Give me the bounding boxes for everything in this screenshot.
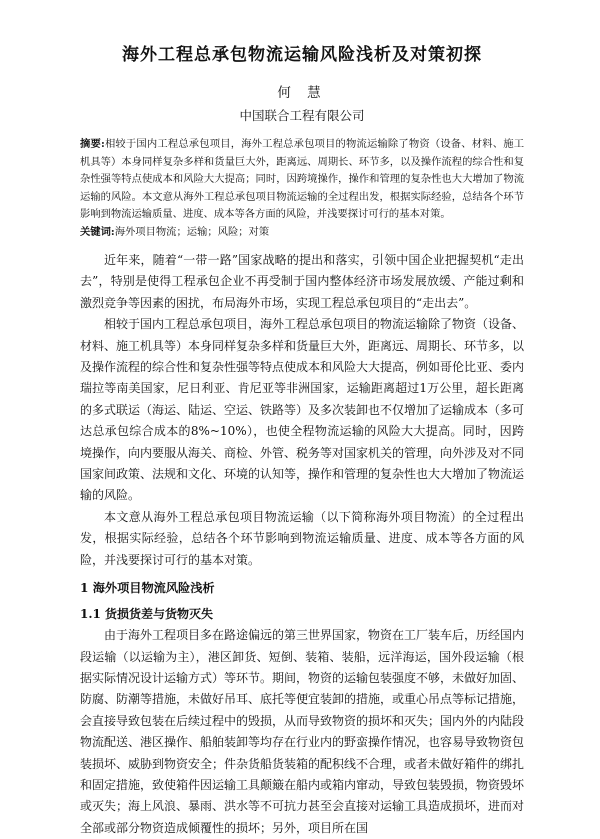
paper-title: 海外工程总承包物流运输风险浅析及对策初探 — [122, 45, 482, 65]
subsection-heading-1-1: 1.1 货损货差与货物灭失 — [80, 607, 214, 622]
abstract-text: 相较于国内工程总承包项目，海外工程总承包项目的物流运输除了物资（设备、材料、施工机具等）本身同样复杂多样和货量巨大外，距离远、周期长、环节多，以及操作流程的综合性和复杂性强等特点使成本和风险大大提高；同时，因跨境操作，操作和管理的复杂性也大大增加了物流运输的风险。本文意从海外工程总承包项目物流运输的全过程出发，根据实际经验，总结各个环节影响到物流运输质量、进度、成本等各方面的风险，并浅要探讨可行的基本对策。 — [80, 138, 524, 220]
intro-paragraph-3: 本文意从海外工程总承包项目物流运输（以下简称海外项目物流）的全过程出发，根据实际经验，总结各个环节影响到物流运输质量、进度、成本等各方面的风险，并浅要探讨可行的基本对策。 — [80, 509, 524, 567]
keywords-text: 海外项目物流；运输；风险；对策 — [114, 225, 270, 238]
section-heading-1: 1 海外项目物流风险浅析 — [80, 581, 215, 596]
paper-body — [80, 250, 524, 839]
intro-paragraph-2: 相较于国内工程总承包项目，海外工程总承包项目的物流运输除了物资（设备、材料、施工机具等）本身同样复杂多样和货量巨大外，距离远、周期长、环节多，以及操作流程的综合性和复杂性强等特点使成本和风险大大提高，例如哥伦比亚、委内瑞拉等南美国家，尼日利亚、肯尼亚等非洲国家，运输距离超过1万公里，超长距离的多式联运（海运、陆运、空运、铁路等）及多次装卸也不仅增加了运输成本（多可达总承包综合成本的8%~10%），也使全程物流运输的风险大大提高。同时，因跨境操作，向内要服从海关、商检、外管、税务等对国家机关的管理，向外涉及对不同国家间政策、法规和文化、环境的认知等，操作和管理的复杂性也大大增加了物流运输的风险。 — [80, 317, 525, 503]
abstract-label: 摘要: — [80, 138, 105, 150]
author-affiliation: 中国联合工程有限公司 — [239, 108, 365, 123]
intro-paragraph-1: 近年来，随着“一带一路”国家战略的提出和落实，引领中国企业把握契机“走出去”，特别是使得工程承包企业不再受制于国内整体经济市场发展放缓、产能过剩和激烈竞争等因素的困扰，布局海外市场，实现工程总承包项目的“走出去”。 — [80, 253, 524, 310]
keywords-label: 关键词: — [80, 225, 115, 238]
abstract — [80, 136, 524, 224]
keywords — [80, 224, 524, 242]
author-name: 何 慧 — [277, 85, 327, 101]
section-1-1-paragraph: 由于海外工程项目多在路途偏远的第三世界国家，物资在工厂装车后，历经国内段运输（以运输为主），港区卸货、短倒、装箱、装船，远洋海运，国外段运输（根据实际情况设计运输方式）等环节。期间，物资的运输包装强度不够，未做好加固、防腐、防潮等措施，未做好吊耳、底托等便宜装卸的措施，或重心吊点等标记措施，会直接导致包装在后续过程中的毁损，从而导致物资的损坏和灭失；国内外的内陆段物流配送、港区操作、船舶装卸等均存在行业内的野蛮操作情况，也容易导致物资包装损坏、威胁到物资安全；件杂货船货装箱的配积线不合理，或者未做好箱件的绑扎和固定措施，致使箱件因运输工具颠簸在船内或箱内窜动，导致包装毁损，物资毁坏或灭失；海上风浪、暴雨、洪水等不可抗力甚至会直接对运输工具造成损坏，进而对全部或部分物资造成倾覆性的损坏；另外，项目所在国 — [80, 628, 525, 835]
